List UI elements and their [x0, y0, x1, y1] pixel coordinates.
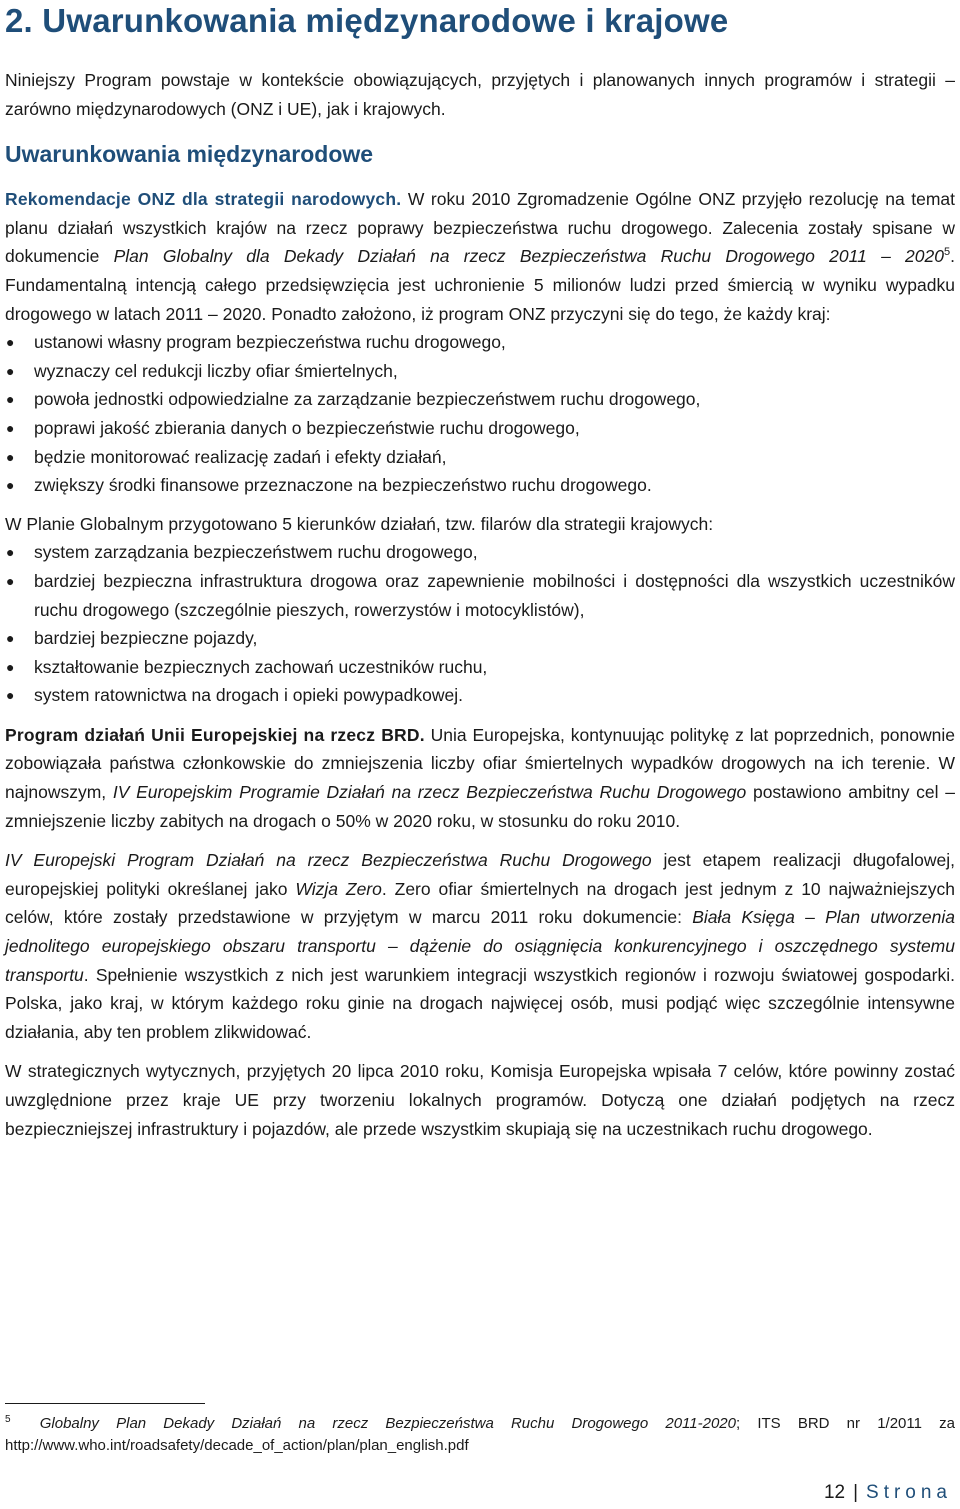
onz-paragraph [5, 185, 955, 328]
pillars-bullet-list [5, 538, 955, 710]
page-number [824, 1480, 952, 1506]
eu-text1: Unia Europejska, kontynuując politykę z lat poprzednich, ponownie zobowiązała państwa członkowskie do zmniejszenia liczby ofiar śmiertelnych wypadków drogowych na ich terenie. W najnowszym, [5, 724, 955, 803]
eu2-program-title: IV Europejski Program Działań na rzecz Bezpieczeństwa Ruchu Drogowego [5, 850, 652, 871]
bullet-icon: ● [6, 544, 15, 561]
bullet-icon: ● [6, 572, 15, 589]
list-item: ● bardziej bezpieczna infrastruktura drogowa oraz zapewnienie mobilności i dostępności dla wszystkich uczestników ruchu drogowego (szczególnie pieszych, rowerzystów i motocyklistów), [5, 567, 955, 624]
bullet-icon: ● [6, 658, 15, 675]
footnote-divider [5, 1403, 205, 1404]
onz-lead: Rekomendacje ONZ dla strategii narodowych. [5, 189, 402, 210]
page-number-value: 12 [823, 1482, 846, 1503]
eu2-vision: Wizja Zero [295, 878, 382, 899]
list-item: ● kształtowanie bezpiecznych zachowań uczestników ruchu, [5, 653, 955, 682]
footnote [5, 1413, 955, 1457]
onz-text2: . Fundamentalną intencją całego przedsięwzięcia jest uchronienie 5 milionów ludzi przed śmiercią w wyniku wypadku drogowego w latach 2011 – 2020. Ponadto założono, iż program ONZ przyczyni się do tego, że każdy kraj: [5, 246, 955, 324]
footnote-ref: 5 [944, 246, 951, 259]
bullet-icon: ● [6, 630, 15, 647]
list-item: ● będzie monitorować realizację zadań i efekty działań, [5, 443, 955, 472]
list-item: ● poprawi jakość zbierania danych o bezpieczeństwie ruchu drogowego, [5, 414, 955, 443]
eu2-white-paper: Biała Księga – Plan utworzenia jednolitego europejskiego obszaru transportu – dążenie do osiągnięcia konkurencyjnego i oszczędnego systemu transportu [5, 907, 955, 985]
onz-doc-title: Plan Globalny dla Dekady Działań na rzecz Bezpieczeństwa Ruchu Drogowego 2011 – 2020 [113, 246, 944, 267]
section-heading: 2. Uwarunkowania międzynarodowe i krajowe [5, 2, 729, 39]
eu-program-title: IV Europejskim Programie Działań na rzecz Bezpieczeństwa Ruchu Drogowego [112, 782, 747, 803]
list-item: ● ustanowi własny program bezpieczeństwa ruchu drogowego, [5, 328, 955, 357]
eu2-text3: . Spełnienie wszystkich z nich jest warunkiem integracji wszystkich regionów i rozwoju światowej gospodarki. Polska, jako kraj, w którym każdego roku ginie na drogach najwięcej osób, musi podjąć więc szczególnie intensywne działania, aby ten problem zlikwidować. [5, 964, 955, 1042]
list-item: ● system zarządzania bezpieczeństwem ruchu drogowego, [5, 538, 955, 567]
page-number-word: Strona [866, 1482, 952, 1503]
subheading: Uwarunkowania międzynarodowe [5, 141, 374, 168]
intro-paragraph: Niniejszy Program powstaje w kontekście obowiązujących, przyjętych i planowanych innych programów i strategii – zarówno międzynarodowych (ONZ i UE), jak i krajowych. [5, 70, 955, 119]
eu-paragraph [5, 721, 955, 835]
onz-text1: W roku 2010 Zgromadzenie Ogólne ONZ przyjęło rezolucję na temat planu działań wszystkich krajów na rzecz poprawy bezpieczeństwa ruchu drogowego. Zalecenia zostały spisane w dokumencie [5, 189, 955, 267]
bullet-icon: ● [6, 391, 15, 408]
list-item: ● bardziej bezpieczne pojazdy, [5, 624, 955, 653]
eu2-text2: . Zero ofiar śmiertelnych na drogach jest jednym z 10 najważniejszych celów, które zostały przedstawione w przyjętym w marcu 2011 roku dokumencie: [5, 878, 956, 928]
eu-lead: Program działań Unii Europejskiej na rzecz BRD. [5, 724, 425, 745]
list-item: ● wyznaczy cel redukcji liczby ofiar śmiertelnych, [5, 357, 955, 386]
bullet-icon: ● [6, 362, 15, 379]
bullet-icon: ● [6, 687, 15, 704]
page-number-separator: | [853, 1482, 859, 1503]
guidelines-paragraph: W strategicznych wytycznych, przyjętych 20 lipca 2010 roku, Komisja Europejska wpisała 7 celów, które powinny zostać uwzględnione przez kraje UE przy tworzeniu lokalnych programów. Dotyczą one działań podjętych na rzecz bezpieczniejszej infrastruktury i pojazdów, ale przede wszystkim skupiają się na uczestnikach ruchu drogowego. [5, 1061, 955, 1139]
eu2-text1: jest etapem realizacji długofalowej, europejskiej polityki określanej jako [5, 850, 955, 899]
eu-text2: postawiono ambitny cel – zmniejszenie liczby zabitych na drogach o 50% w 2020 roku, w stosunku do roku 2010. [5, 782, 955, 831]
list-item: ● powoła jednostki odpowiedzialne za zarządzanie bezpieczeństwem ruchu drogowego, [5, 385, 955, 414]
list-item: ● zwiększy środki finansowe przeznaczone na bezpieczeństwo ruchu drogowego. [5, 471, 955, 500]
bullet-icon: ● [6, 477, 15, 494]
onz-bullet-list [5, 328, 955, 500]
footnote-number: 5 [5, 1414, 11, 1425]
bullet-icon: ● [6, 448, 15, 465]
bullet-icon: ● [6, 334, 15, 351]
eu2-paragraph [5, 846, 955, 1046]
page-content [5, 0, 955, 1143]
footnote-text: ; ITS BRD nr 1/2011 za http://www.who.int/roadsafety/decade_of_action/plan/plan_english.pdf [5, 1415, 955, 1454]
pillars-intro: W Planie Globalnym przygotowano 5 kierunków działań, tzw. filarów dla strategii krajowych: [5, 513, 714, 534]
bullet-icon: ● [6, 419, 15, 436]
footnote-title: Globalny Plan Dekady Działań na rzecz Bezpieczeństwa Ruchu Drogowego 2011-2020 [39, 1415, 736, 1432]
list-item: ● system ratownictwa na drogach i opieki powypadkowej. [5, 681, 955, 710]
